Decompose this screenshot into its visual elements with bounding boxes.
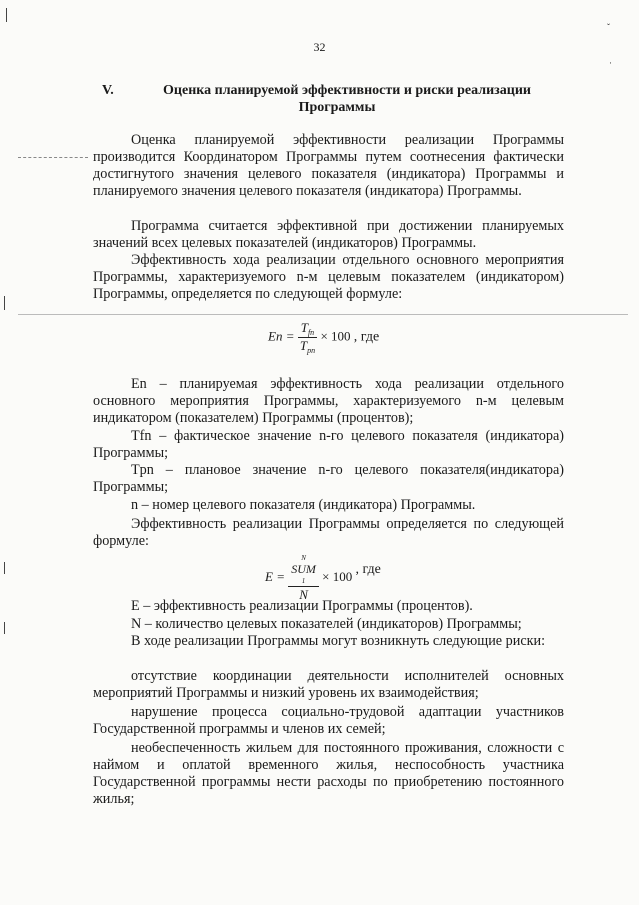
formula1-denominator: T (299, 338, 308, 353)
formula1-denominator-sub: pn (307, 346, 316, 355)
paragraph-tpn-definition: Tpn – плановое значение n-го целевого показателя(индикатора) Программы; (93, 462, 564, 495)
paragraph-effective-criteria: Программа считается эффективной при достижении планируемых значений всех целевых показателей (индикаторов) Программы. (93, 218, 564, 251)
formula2-bottom-limit: 1 (301, 577, 306, 585)
section-title-line2: Программы (298, 100, 376, 115)
formula2-sum: SUM (291, 562, 316, 576)
paragraph-risk-adaptation: нарушение процесса социально-трудовой адаптации участников Государственной программы и членов их семей; (93, 704, 564, 737)
paragraph-risk-coordination: отсутствие координации деятельности исполнителей основных мероприятий Программы и низкий уровень их взаимодействия; (93, 668, 564, 701)
formula1-numerator: T (300, 320, 308, 335)
scan-dash-line (18, 157, 88, 158)
scan-margin-mark (4, 622, 5, 634)
paragraph-n-count-definition: N – количество целевых показателей (индикаторов) Программы; (131, 616, 522, 632)
formula1-lhs: En = (268, 328, 295, 344)
formula-measure-efficiency (268, 320, 379, 355)
paragraph-assessment: Оценка планируемой эффективности реализации Программы производится Координатором Программы путем соотнесения фактически достигнутого значения целевого показателя (индикатора) Программы и планируемого значения целевого показателя (индикатора) Программы. (93, 132, 564, 199)
formula2-denominator: N (299, 587, 308, 602)
formula1-tail: , где (353, 329, 380, 345)
formula-program-efficiency (265, 553, 381, 603)
formula1-numerator-sub: fn (307, 328, 315, 337)
scan-margin-mark (4, 296, 5, 310)
formula2-tail: , где (355, 561, 381, 577)
scan-margin-mark (6, 8, 7, 22)
formula2-fraction (288, 553, 319, 603)
formula2-multiplier: × 100 (322, 568, 353, 584)
paragraph-e-definition: E – эффективность реализации Программы (процентов). (131, 598, 473, 614)
formula1-multiplier: × 100 (320, 328, 351, 344)
formula2-lhs: E = (265, 568, 285, 584)
formula1-fraction (298, 320, 317, 355)
paragraph-risk-housing: необеспеченность жильем для постоянного проживания, сложности с наймом и оплатой временного жилья, неспособность участника Государственной программы нести расходы по приобретению постоянного жилья; (93, 740, 564, 807)
paragraph-measure-efficiency: Эффективность хода реализации отдельного основного мероприятия Программы, характеризуемого n-м целевым показателем (индикатором) Программы, определяется по следующей формуле: (93, 252, 564, 302)
section-heading (102, 82, 572, 116)
paragraph-program-efficiency: Эффективность реализации Программы определяется по следующей формуле: (93, 516, 564, 549)
scan-speck: · (609, 58, 612, 68)
scan-speck: ˇ (607, 22, 610, 32)
formula2-top-limit: N (301, 554, 306, 562)
section-title-line1: Оценка планируемой эффективности и риски реализации (163, 83, 531, 98)
paragraph-tfn-definition: Tfn – фактическое значение n-го целевого показателя (индикатора) Программы; (93, 428, 564, 461)
paragraph-risks-intro: В ходе реализации Программы могут возникнуть следующие риски: (131, 633, 546, 649)
section-number: V. (102, 83, 114, 98)
page-number: 32 (313, 40, 326, 54)
paragraph-en-definition: En – планируемая эффективность хода реализации отдельного основного мероприятия Программы, характеризуемого n-м целевым индикатором (показателем) Программы (процентов); (93, 376, 564, 426)
scan-margin-mark (4, 562, 5, 574)
scan-dash-line (18, 314, 628, 315)
paragraph-n-definition: n – номер целевого показателя (индикатора) Программы. (131, 497, 476, 513)
